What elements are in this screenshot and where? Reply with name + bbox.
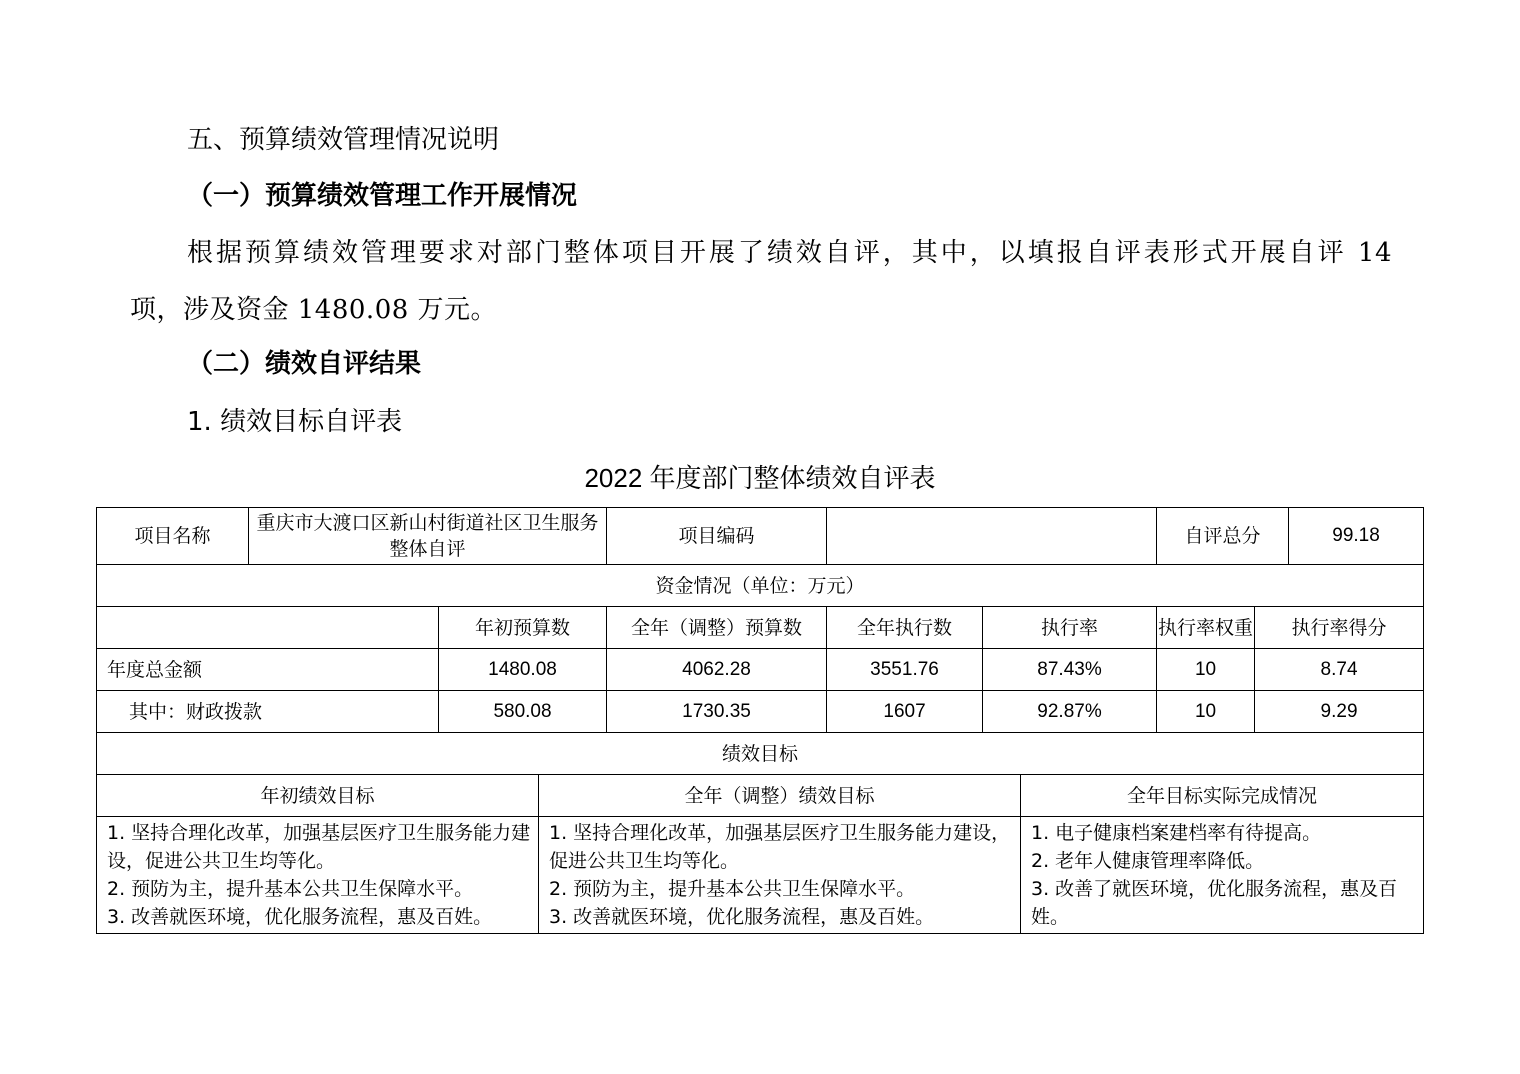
- score-value: 99.18: [1289, 508, 1424, 565]
- project-name-label: 项目名称: [97, 508, 249, 565]
- list-item: 1. 坚持合理化改革，加强基层医疗卫生服务能力建设，促进公共卫生均等化。: [549, 822, 1011, 872]
- table-row: [97, 817, 1424, 934]
- table-row: [97, 775, 1424, 817]
- table-cell: 9.29: [1255, 691, 1424, 733]
- goals-header: 绩效目标: [97, 733, 1424, 775]
- list-item: 3. 改善了就医环境，优化服务流程，惠及百姓。: [1031, 878, 1398, 928]
- table-title: 2022 年度部门整体绩效自评表: [584, 463, 936, 493]
- goal-column-header: 年初绩效目标: [97, 775, 539, 817]
- table-cell: 8.74: [1255, 649, 1424, 691]
- actual-results-cell: [1021, 817, 1424, 934]
- paragraph-line-1: 根据预算绩效管理要求对部门整体项目开展了绩效自评，其中，以填报自评表形式开展自评 14: [187, 238, 1392, 268]
- list-item: 3. 改善就医环境，优化服务流程，惠及百姓。: [107, 906, 493, 928]
- project-code-label: 项目编码: [607, 508, 827, 565]
- goal-column-header: 全年（调整）绩效目标: [539, 775, 1021, 817]
- row-label: 年度总金额: [97, 649, 439, 691]
- list-item: 1. 坚持合理化改革，加强基层医疗卫生服务能力建设，促进公共卫生均等化。: [107, 822, 531, 872]
- list-item: 1. 电子健康档案建档率有待提高。: [1031, 822, 1322, 844]
- summary-paragraph: [130, 233, 1392, 330]
- paragraph-line-2: 项，涉及资金 1480.08 万元。: [130, 295, 498, 325]
- subheading-results: （二）绩效自评结果: [187, 349, 422, 379]
- column-header: 全年执行数: [827, 607, 983, 649]
- column-header: 执行率得分: [1255, 607, 1424, 649]
- funds-header: 资金情况（单位：万元）: [97, 565, 1424, 607]
- blank-cell: [97, 607, 439, 649]
- adjusted-goals-cell: [539, 817, 1021, 934]
- list-item: 2. 预防为主，提升基本公共卫生保障水平。: [107, 878, 474, 900]
- table-cell: 580.08: [439, 691, 607, 733]
- score-label: 自评总分: [1157, 508, 1289, 565]
- table-row: [97, 733, 1424, 775]
- table-row: [97, 607, 1424, 649]
- table-row: [97, 565, 1424, 607]
- table-cell: 3551.76: [827, 649, 983, 691]
- list-item: 3. 改善就医环境，优化服务流程，惠及百姓。: [549, 906, 935, 928]
- table-cell: 1730.35: [607, 691, 827, 733]
- table-cell: 10: [1157, 691, 1255, 733]
- row-label: 其中：财政拨款: [97, 691, 439, 733]
- initial-goals-cell: [97, 817, 539, 934]
- table-cell: 87.43%: [983, 649, 1157, 691]
- table-cell: 1607: [827, 691, 983, 733]
- section-heading: 五、预算绩效管理情况说明: [187, 125, 500, 155]
- subheading-table: 1. 绩效目标自评表: [187, 407, 403, 437]
- table-cell: 4062.28: [607, 649, 827, 691]
- project-name: 重庆市大渡口区新山村街道社区卫生服务整体自评: [249, 508, 607, 565]
- table-row: [97, 649, 1424, 691]
- subheading-work: （一）预算绩效管理工作开展情况: [187, 181, 578, 211]
- goal-column-header: 全年目标实际完成情况: [1021, 775, 1424, 817]
- table-cell: 10: [1157, 649, 1255, 691]
- column-header: 执行率权重: [1157, 607, 1255, 649]
- column-header: 全年（调整）预算数: [607, 607, 827, 649]
- column-header: 执行率: [983, 607, 1157, 649]
- list-item: 2. 预防为主，提升基本公共卫生保障水平。: [549, 878, 916, 900]
- table-cell: 92.87%: [983, 691, 1157, 733]
- column-header: 年初预算数: [439, 607, 607, 649]
- table-row: [97, 691, 1424, 733]
- table-row: [97, 508, 1424, 565]
- table-cell: 1480.08: [439, 649, 607, 691]
- list-item: 2. 老年人健康管理率降低。: [1031, 850, 1265, 872]
- self-evaluation-table: [96, 507, 1424, 934]
- project-code: [827, 508, 1157, 565]
